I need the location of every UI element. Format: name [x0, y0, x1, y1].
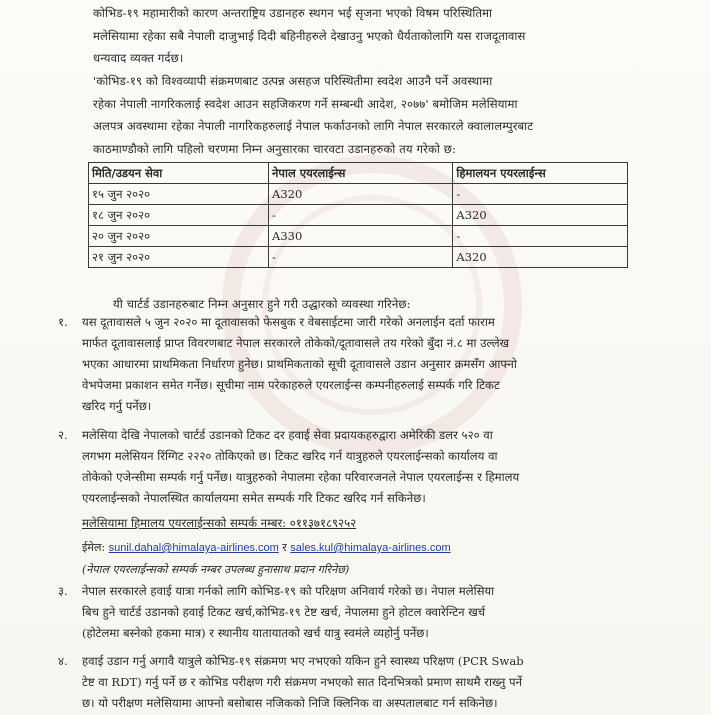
email-link-sunil[interactable]: sunil.dahal@himalaya-airlines.com [108, 542, 279, 554]
item-number: १. [58, 315, 68, 329]
item-number: २. [58, 428, 68, 442]
table-cell-nepal: A320 [269, 184, 453, 205]
text-line: मलेसिया देखि नेपालको चार्टर्ड उडानको टिकट दर हवाई सेवा प्रदायकहरुद्वारा अमेरिकी डलर ५२० वा [82, 428, 493, 442]
list-item-covid-test-cost [82, 581, 494, 644]
text-line: नेपाल सरकारले हवाई यात्रा गर्नको लागि कोभिड-१९ को परिक्षण अनिवार्य गरेको छ। नेपाल मलेसिया [82, 584, 495, 598]
text-line: 'कोभिड-१९ को विश्वव्यापी संक्रमणबाट उत्पन्न असहज परिस्थितीमा स्वदेश आउनै पर्ने अवस्थामा [93, 74, 493, 88]
table-header-himalaya-airlines: हिमालयन एयरलाईन्स [453, 163, 628, 184]
paragraph-thanks [93, 2, 525, 70]
table-header-nepal-airlines: नेपाल एयरलाईन्स [269, 163, 453, 184]
text-line: वेभपेजमा प्रकाशन समेत गर्नेछ। सूचीमा नाम परेकाहरुले एयरलाईन्स कम्पनीहरुलाई सम्पर्क गरि टिकट [82, 378, 500, 392]
text-line: लगभग मलेसियन रिंग्गिट २२२० तोकिएको छ। टिकट खरिद गर्न यात्रुहरुले एयरलाईन्सको कार्यालय वा [82, 449, 498, 463]
table-cell-date: १५ जुन २०२० [89, 184, 269, 205]
table-row [89, 247, 628, 268]
paragraph-order [93, 70, 533, 160]
table-row [89, 205, 628, 226]
table-cell-date: २० जुन २०२० [89, 226, 269, 247]
text-line: मलेसियामा रहेका सबै नेपाली दाजुभाई दिदी बहिनीहरुले देखाउनु भएको धैर्यताकोलागि यस राजदूतावास [93, 28, 526, 43]
flight-schedule-table [88, 162, 628, 268]
text-line: छ। यो परीक्षण मलेसियामा आफ्नो बसोबास नजिकको निजि क्लिनिक वा अस्पतालबाट गर्न सकिनेछ। [82, 696, 498, 710]
text-line: बिच हुने चार्टर्ड उडानको हवाई टिकट खर्च,कोभिड-१९ टेष्ट खर्च, नेपालमा हुने होटल क्वारेन्टिन खर्च [82, 605, 486, 619]
himalaya-contact-number: मलेसियामा हिमालय एयरलाईन्सको सम्पर्क नम्बर: ०११३७१८९२५२ [82, 516, 357, 530]
item-number: ३. [58, 584, 68, 598]
text-line: मार्फत दूतावासलाई प्राप्त विवरणबाट नेपाल सरकारले तोकेको/दूतावासले तय गरेको बुँदा नं.८ मा उल्लेख [82, 336, 510, 350]
table-cell-himalaya: - [453, 226, 628, 247]
text-line: (होटेलमा बस्नेको हकमा मात्र) र स्थानीय यातायातको खर्च यात्रु स्वमंले व्यहोर्नु पर्नेछ। [82, 626, 429, 640]
text-line: अलपत्र अवस्थामा रहेका नेपाली नागरिकहरुलाई नेपाल फर्काउनको लागि नेपाल सरकारले क्वालालम्पुरबाट [93, 119, 534, 133]
table-cell-date: १८ जुन २०२० [89, 205, 269, 226]
text-line: रहेका नेपाली नागरिकलाई स्वदेश आउन सहजिकरण गर्ने सम्बन्धी आदेश, २०७७' बमोजिम मलेसियामा [93, 96, 518, 111]
table-cell-nepal: A330 [269, 226, 453, 247]
email-link-sales[interactable]: sales.kul@himalaya-airlines.com [290, 542, 451, 554]
list-item-pcr-test [82, 651, 524, 714]
table-cell-nepal: - [269, 247, 453, 268]
list-item-ticket-price [82, 425, 519, 509]
nepal-airlines-note: (नेपाल एयरलाईन्सको सम्पर्क नम्बर उपलब्ध हुनासाथ प्रदान गरिनेछ) [82, 563, 350, 576]
text-line: एयरलाईन्सको नेपालस्थित कार्यालयमा समेत सम्पर्क गरि टिकट खरिद गर्न सकिनेछ। [82, 491, 426, 505]
table-cell-nepal: - [269, 205, 453, 226]
table-cell-date: २१ जुन २०२० [89, 247, 269, 268]
text-line: खरिद गर्नु पर्नेछ। [82, 399, 152, 413]
list-item-registration [82, 312, 517, 417]
email-label: ईमेल: [82, 541, 106, 554]
table-cell-himalaya: A320 [453, 247, 628, 268]
table-row [89, 184, 628, 205]
email-joiner: र [282, 541, 287, 554]
text-line: धन्यवाद व्यक्त गर्दछ। [93, 51, 184, 65]
text-line: यस दूतावासले ५ जुन २०२० मा दूतावासको फेसबुक र वेबसाईटमा जारी गरेको अनलाईन दर्ता फाराम [82, 315, 495, 329]
arrangement-intro: यी चार्टर्ड उडानहरुबाट निम्न अनुसार हुने गरी उद्धारको व्यवस्था गरिनेछ: [113, 297, 411, 311]
email-row [82, 540, 451, 555]
table-row [89, 226, 628, 247]
text-line: तोकेको एजेन्सीमा सम्पर्क गर्नु पर्नेछ। यात्रुहरुको नेपालमा रहेका परिवारजनले नेपाल एयरलाईन्स र हिमालय [82, 470, 520, 484]
table-header-row [89, 163, 628, 184]
table-cell-himalaya: A320 [453, 205, 628, 226]
table-cell-himalaya: - [453, 184, 628, 205]
text-line: काठमाण्डौको लागि पहिलो चरणमा निम्न अनुसारका चारवटा उडानहरुको तय गरेको छ: [93, 141, 456, 156]
item-number: ४. [58, 654, 68, 668]
text-line: भएका आधारमा प्राथमिकता निर्धारण हुनेछ। प्राथमिकताको सूची दूतावासले उडान अनुसार क्रमसँग आफ्नो [82, 357, 517, 371]
text-line: टेष्ट वा RDT) गर्नु पर्ने छ र कोभिड परीक्षण गरी संक्रमण नभएको सात दिनभित्रको प्रमाण साथमै राख्नु पर्ने [82, 675, 523, 689]
table-header-date: मिति/उडयन सेवा [89, 163, 269, 184]
text-line: हवाई उडान गर्नु अगावै यात्रुले कोभिड-१९ संक्रमण भए नभएको यकिन हुने स्वास्थ्य परिक्षण (PCR Swab [82, 654, 524, 668]
text-line: कोभिड-१९ महामारीको कारण अन्तराष्ट्रिय उडानहरु स्थगन भई सृजना भएको विषम परिस्थितिमा [93, 6, 493, 20]
